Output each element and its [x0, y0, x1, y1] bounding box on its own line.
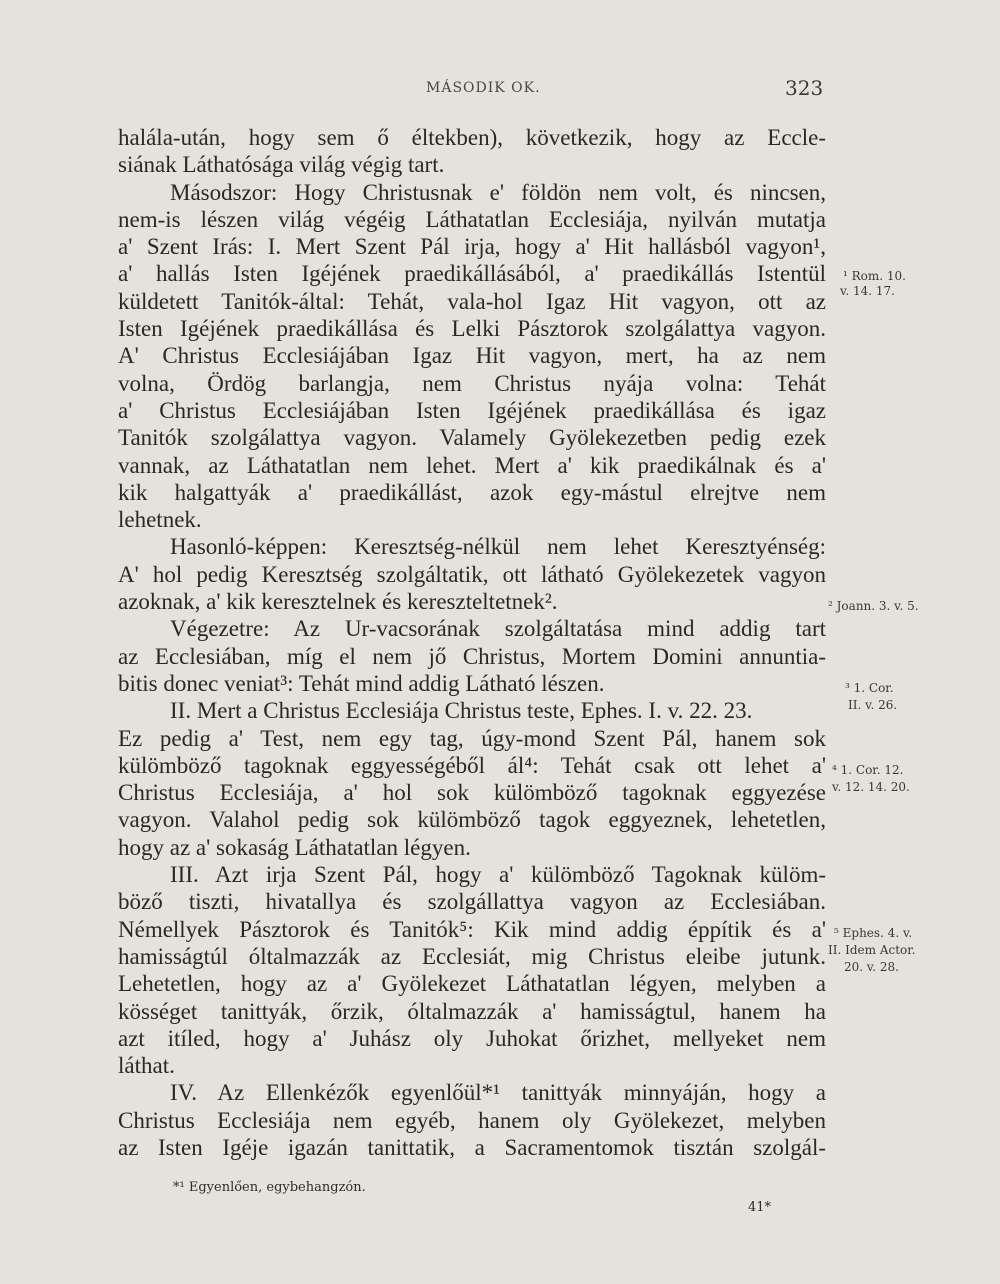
margin-note: II. v. 26.: [848, 698, 898, 712]
margin-note: ² Joann. 3. v. 5.: [828, 599, 919, 613]
text-line: bitis donec veniat³: Tehát mind addig Látható lészen.: [118, 670, 605, 696]
margin-note: ¹ Rom. 10.: [843, 269, 906, 283]
text-line: Isten Igéjének praedikállása és Lelki Pásztorok szolgálattya vagyon.: [118, 316, 826, 342]
margin-note: v. 12. 14. 20.: [832, 780, 910, 794]
text-line: az Ecclesiában, míg el nem jő Christus, Mortem Domini annuntia-: [118, 643, 826, 669]
text-line: vagyon. Valahol pedig sok külömböző tagok eggyeznek, lehetetlen,: [118, 807, 826, 833]
text-line: küldetett Tanitók-által: Tehát, vala-hol Igaz Hit vagyon, ott az: [118, 288, 826, 314]
margin-note: ³ 1. Cor.: [845, 681, 894, 695]
margin-note: 20. v. 28.: [844, 960, 899, 974]
text-line: azoknak, a' kik keresztelnek és kereszteltetnek².: [118, 589, 558, 615]
text-line: azt itíled, hogy a' Juhász oly Juhokat őrizhet, mellyeket nem: [118, 1025, 826, 1051]
text-line: külömböző tagoknak eggyességéből ál⁴: Tehát csak ott lehet a': [118, 752, 826, 778]
text-line: IV. Az Ellenkézők egyenlőül*¹ tanittyák minnyáján, hogy a: [170, 1080, 826, 1106]
text-line: Végezetre: Az Ur-vacsorának szolgáltatása mind addig tart: [170, 616, 826, 642]
text-line: kik halgattyák a' praedikállást, azok egy-mástul elrejtve nem: [118, 479, 826, 505]
text-line: az Isten Igéje igazán tanittatik, a Sacramentomok tisztán szolgál-: [118, 1134, 826, 1160]
body-text: [118, 124, 826, 1161]
text-line: III. Azt irja Szent Pál, hogy a' külömböző Tagoknak külöm-: [170, 862, 826, 888]
signature-mark: 41*: [748, 1200, 772, 1215]
margin-note: II. Idem Actor.: [828, 943, 916, 957]
page-number: 323: [785, 76, 824, 100]
footnote: *¹ Egyenlően, egybehangzón.: [173, 1180, 366, 1195]
text-line: II. Mert a Christus Ecclesiája Christus teste, Ephes. I. v. 22. 23.: [170, 698, 753, 724]
text-line: böző tiszti, hivatallya és szolgállattya vagyon az Ecclesiában.: [118, 889, 826, 915]
text-line: Másodszor: Hogy Christusnak e' földön nem volt, és nincsen,: [170, 179, 826, 205]
text-line: Lehetetlen, hogy az a' Gyölekezet Láthatatlan légyen, melyben a: [118, 971, 826, 997]
text-line: halála-után, hogy sem ő éltekben), következik, hogy az Eccle-: [118, 125, 826, 150]
text-line: Hasonló-képpen: Keresztség-nélkül nem lehet Keresztyénség:: [170, 534, 826, 560]
text-line: nem-is lészen világ végéig Láthatatlan Ecclesiája, nyilván mutatja: [118, 206, 826, 232]
text-line: lehetnek.: [118, 507, 202, 533]
text-line: a' Christus Ecclesiájában Isten Igéjének praedikállása és igaz: [118, 397, 826, 423]
text-line: a' hallás Isten Igéjének praedikállásából, a' praedikállás Istentül: [118, 261, 826, 287]
text-line: hamisságtúl óltalmazzák az Ecclesiát, mig Christus eleibe jutunk.: [118, 943, 826, 969]
text-line: láthat.: [118, 1053, 175, 1079]
margin-note: ⁵ Ephes. 4. v.: [834, 926, 913, 940]
running-title: MÁSODIK OK.: [426, 80, 541, 96]
text-line: Ez pedig a' Test, nem egy tag, úgy-mond Szent Pál, hanem sok: [118, 725, 826, 751]
margin-note: ⁴ 1. Cor. 12.: [832, 763, 904, 777]
text-line: A' Christus Ecclesiájában Igaz Hit vagyon, mert, ha az nem: [118, 343, 826, 369]
text-line: hogy az a' sokaság Láthatatlan légyen.: [118, 834, 471, 860]
text-line: volna, Ördög barlangja, nem Christus nyája volna: Tehát: [118, 370, 826, 396]
text-line: Némellyek Pásztorok és Tanitók⁵: Kik mind addig éppítik és a': [118, 916, 826, 942]
text-line: a' Szent Irás: I. Mert Szent Pál irja, hogy a' Hit hallásból vagyon¹,: [118, 234, 826, 260]
text-line: Christus Ecclesiája, a' hol sok külömböző tagoknak eggyezése: [118, 780, 826, 806]
text-line: vannak, az Láthatatlan nem lehet. Mert a' kik praedikálnak és a': [118, 452, 826, 478]
text-line: Tanitók szolgálattya vagyon. Valamely Gyölekezetben pedig ezek: [118, 425, 826, 451]
margin-note: v. 14. 17.: [840, 284, 895, 298]
text-line: A' hol pedig Keresztség szolgáltatik, ott látható Gyölekezetek vagyon: [118, 561, 826, 587]
text-line: siának Láthatósága világ végig tart.: [118, 152, 445, 178]
text-line: kösséget tanittyák, őrzik, óltalmazzák a' hamisságtul, hanem ha: [118, 998, 826, 1024]
text-line: Christus Ecclesiája nem egyéb, hanem oly Gyölekezet, melyben: [118, 1107, 826, 1133]
